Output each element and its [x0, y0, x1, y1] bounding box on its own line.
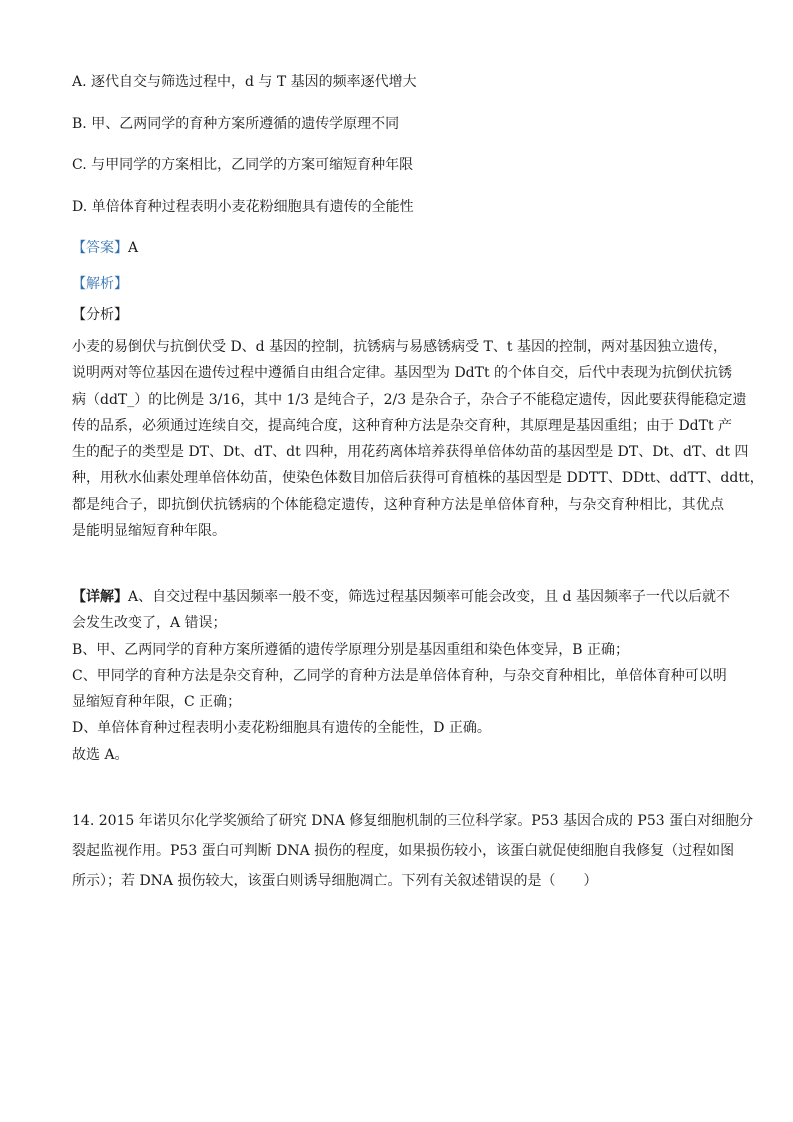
- detail-line: B、甲、乙两同学的育种方案所遵循的遗传学原理分别是基因重组和染色体变异，B 正确；: [72, 641, 630, 658]
- analysis-line: 小麦的易倒伏与抗倒伏受 D、d 基因的控制，抗锈病与易感锈病受 T、t 基因的控制，两对基因独立遗传，: [72, 339, 727, 355]
- detail-line-first: [72, 584, 730, 610]
- analysis-line: 生的配子的类型是 DT、Dt、dT、dt 四种，用花药离体培养获得单倍体幼苗的基因型是 DT、Dt、dT、dt 四: [72, 444, 749, 461]
- option-c[interactable]: C. 与甲同学的方案相比，乙同学的方案可缩短育种年限: [72, 157, 414, 173]
- analysis-line: 种，用秋水仙素处理单倍体幼苗，使染色体数目加倍后获得可育植株的基因型是 DDTT、DDtt、ddTT、ddtt，: [72, 470, 764, 487]
- question-line: 裂起监视作用。P53 蛋白可判断 DNA 损伤的程度，如果损伤较小，该蛋白就促使细胞自我修复（过程如图: [72, 843, 735, 859]
- question-line: 所示）；若 DNA 损伤较大，该蛋白则诱导细胞凋亡。下列有关叙述错误的是（ ）: [72, 873, 598, 889]
- detail-line-text: A、自交过程中基因频率一般不变，筛选过程基因频率可能会改变，且 d 基因频率子一代以后就不: [128, 589, 730, 605]
- fenxi-heading: 【分析】: [72, 307, 128, 323]
- detail-line: 会发生改变了，A 错误；: [72, 615, 227, 632]
- option-d[interactable]: D. 单倍体育种过程表明小麦花粉细胞具有遗传的全能性: [72, 199, 414, 215]
- detail-line: C、甲同学的育种方法是杂交育种，乙同学的育种方法是单倍体育种，与杂交育种相比，单倍体育种可以明: [72, 667, 727, 684]
- option-a[interactable]: A. 逐代自交与筛选过程中，d 与 T 基因的频率逐代增大: [72, 74, 417, 90]
- analysis-line: 是能明显缩短育种年限。: [72, 523, 226, 540]
- analysis-line: 说明两对等位基因在遗传过程中遵循自由组合定律。基因型为 DdTt 的个体自交，后代中表现为抗倒伏抗锈: [72, 365, 733, 382]
- analysis-line: 病（ddT_）的比例是 3/16，其中 1/3 是纯合子，2/3 是杂合子，杂合子不能稳定遗传，因此要获得能稳定遗: [72, 391, 747, 408]
- analysis-paragraph: [72, 334, 764, 544]
- question-line: 14. 2015 年诺贝尔化学奖颁给了研究 DNA 修复细胞机制的三位科学家。P53 基因合成的 P53 蛋白对细胞分: [72, 813, 754, 829]
- detail-line: 故选 A。: [72, 746, 129, 763]
- detail-paragraph: [72, 584, 730, 768]
- answer-line: [72, 238, 138, 258]
- detail-line: D、单倍体育种过程表明小麦花粉细胞具有遗传的全能性，D 正确。: [72, 720, 491, 737]
- question-14: [72, 806, 754, 896]
- answer-value: A: [128, 240, 139, 256]
- option-b[interactable]: B. 甲、乙两同学的育种方案所遵循的遗传学原理不同: [72, 116, 400, 132]
- detail-line: 显缩短育种年限，C 正确；: [72, 694, 242, 711]
- analysis-line: 都是纯合子，即抗倒伏抗锈病的个体能稳定遗传，这种育种方法是单倍体育种，与杂交育种相比，其优点: [72, 496, 724, 513]
- jiexi-heading: [72, 274, 128, 294]
- jiexi-tag: 【解析】: [72, 276, 128, 292]
- detail-tag: 【详解】: [72, 589, 128, 605]
- analysis-line: 传的品系，必须通过连续自交，提高纯合度，这种育种方法是杂交育种，其原理是基因重组；由于 DdTt 产: [72, 417, 733, 434]
- answer-tag: 【答案】: [72, 240, 128, 256]
